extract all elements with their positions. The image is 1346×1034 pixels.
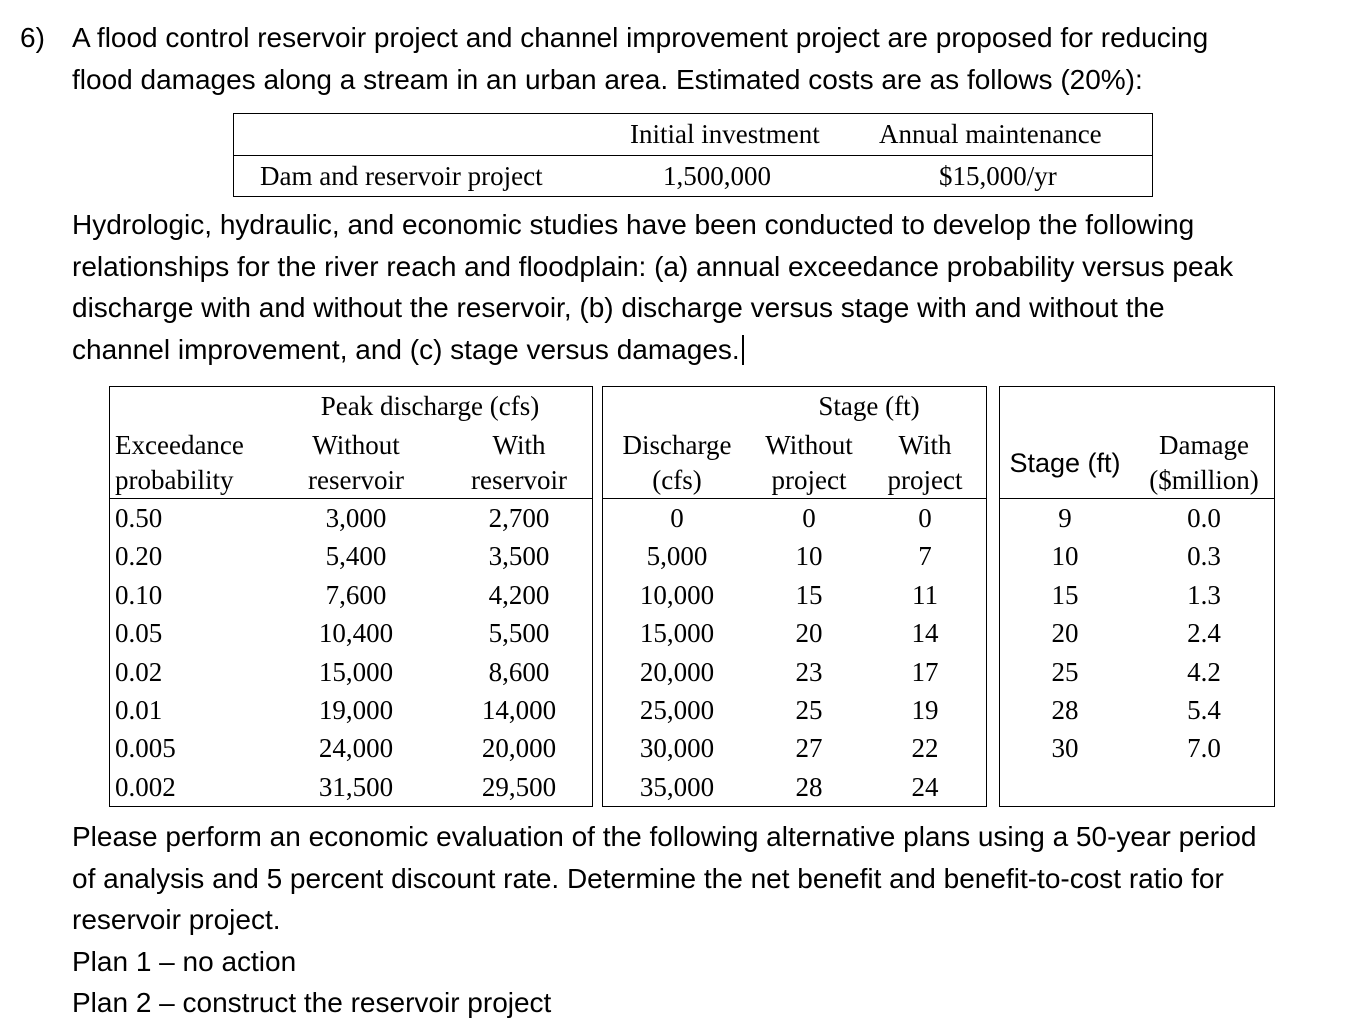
stage-cell-without-project: 15 [795,579,823,610]
closing-line: reservoir project. [72,904,281,935]
discharge-cell-probability: 0.02 [115,656,163,687]
damage-cell-damage: 2.4 [1187,618,1221,649]
closing-paragraph [72,816,1256,1024]
header-reservoir: reservoir [471,465,567,495]
header-exceedance: Exceedance [115,430,244,460]
middle-line: Hydrologic, hydraulic, and economic studies have been conducted to develop the following [72,209,1195,240]
header-damage: Damage [1159,430,1249,460]
intro-line: A flood control reservoir project and channel improvement project are proposed for reducing [72,22,1209,53]
stage-cell-without-project: 20 [795,618,823,649]
discharge-cell-without-reservoir: 3,000 [325,503,387,533]
header-with: With [492,430,546,460]
stage-cell-with-project: 24 [911,771,939,802]
header-without: Without [765,430,853,460]
stage-cell-discharge: 15,000 [639,618,715,649]
stage-cell-without-project: 23 [795,656,823,687]
discharge-cell-probability: 0.01 [115,695,163,725]
stage-cell-discharge: 35,000 [639,771,715,802]
cost-header-annual: Annual maintenance [879,119,1102,149]
discharge-cell-with-reservoir: 3,500 [488,541,550,572]
header-without: Without [312,430,400,460]
plan-1: Plan 1 – no action [72,945,297,977]
discharge-cell-with-reservoir: 14,000 [481,695,557,725]
header-stage: Stage (ft) [1009,448,1121,478]
discharge-cell-without-reservoir: 10,400 [318,618,394,649]
damage-cell-stage: 30 [1051,733,1079,764]
stage-cell-discharge: 10,000 [639,579,715,610]
stage-cell-with-project: 0 [918,503,932,533]
text-cursor [742,335,744,365]
stage-cell-discharge: 25,000 [639,695,715,725]
stage-cell-without-project: 10 [795,541,823,572]
middle-line: channel improvement, and (c) stage versus damages. [72,333,740,365]
header-project: project [887,465,963,495]
discharge-cell-with-reservoir: 29,500 [481,771,557,802]
discharge-cell-with-reservoir: 4,200 [488,579,550,610]
discharge-cell-with-reservoir: 2,700 [488,503,550,533]
discharge-cell-probability: 0.20 [115,541,163,572]
discharge-cell-without-reservoir: 15,000 [318,656,394,687]
stage-cell-discharge: 0 [670,503,684,533]
header-reservoir: reservoir [308,465,404,495]
intro-line: flood damages along a stream in an urban area. Estimated costs are as follows (20%): [72,63,1143,95]
damage-cell-damage: 5.4 [1187,695,1221,725]
cost-row-label: Dam and reservoir project [260,161,543,191]
header-project: project [771,465,847,495]
stage-cell-with-project: 19 [911,695,939,725]
damage-cell-stage: 15 [1051,579,1079,610]
stage-cell-without-project: 25 [795,695,823,725]
discharge-cell-probability: 0.10 [115,579,163,610]
damage-cell-stage: 20 [1051,618,1079,649]
closing-line: Please perform an economic evaluation of the following alternative plans using a 50-year period [72,821,1257,852]
damage-cell-damage: 0.3 [1187,541,1221,572]
cost-header-initial: Initial investment [630,119,820,149]
discharge-cell-probability: 0.05 [115,618,163,649]
middle-paragraph [72,204,1233,370]
stage-group-header: Stage (ft) [818,391,920,421]
discharge-cell-without-reservoir: 5,400 [325,541,387,572]
stage-cell-discharge: 20,000 [639,656,715,687]
discharge-cell-with-reservoir: 5,500 [488,618,550,649]
header-with: With [898,430,952,460]
stage-cell-discharge: 5,000 [646,541,708,572]
closing-line: of analysis and 5 percent discount rate. Determine the net benefit and benefit-to-cost ratio for [72,862,1224,894]
damage-cell-damage: 0.0 [1187,503,1221,533]
damage-cell-damage: 4.2 [1187,656,1221,687]
discharge-cell-probability: 0.50 [115,503,163,533]
discharge-group-header: Peak discharge (cfs) [320,391,540,421]
header-probability: probability [115,465,234,495]
stage-cell-with-project: 14 [911,618,939,649]
header-discharge: Discharge [622,430,732,460]
cost-table [233,113,1153,197]
header-cfs: (cfs) [652,465,702,495]
discharge-cell-without-reservoir: 19,000 [318,695,394,725]
damage-cell-damage: 1.3 [1187,579,1221,610]
stage-cell-with-project: 11 [912,579,938,610]
cost-initial-value: 1,500,000 [663,161,771,191]
plan-2: Plan 2 – construct the reservoir project [72,987,552,1018]
stage-cell-without-project: 28 [795,771,823,802]
damage-cell-stage: 28 [1051,695,1079,725]
cost-annual-value: $15,000/yr [939,161,1057,191]
discharge-cell-without-reservoir: 31,500 [318,771,394,802]
stage-cell-with-project: 7 [918,541,932,572]
middle-line-last [72,329,1233,371]
stage-cell-with-project: 22 [911,733,939,764]
damage-cell-damage: 7.0 [1187,733,1221,764]
stage-cell-without-project: 0 [802,503,816,533]
stage-cell-without-project: 27 [795,733,823,764]
discharge-cell-without-reservoir: 24,000 [318,733,394,764]
damage-cell-stage: 9 [1058,503,1072,533]
intro-paragraph [72,17,1208,100]
discharge-cell-probability: 0.005 [115,733,176,764]
problem-number: 6) [20,22,45,53]
damage-cell-stage: 25 [1051,656,1079,687]
discharge-cell-with-reservoir: 20,000 [481,733,557,764]
discharge-cell-without-reservoir: 7,600 [325,579,387,610]
stage-cell-discharge: 30,000 [639,733,715,764]
damage-cell-stage: 10 [1051,541,1079,572]
middle-line: relationships for the river reach and floodplain: (a) annual exceedance probability versus peak [72,250,1234,282]
discharge-cell-with-reservoir: 8,600 [488,656,550,687]
discharge-cell-probability: 0.002 [115,771,176,802]
header-million: ($million) [1149,465,1259,495]
middle-line: discharge with and without the reservoir, (b) discharge versus stage with and without the [72,292,1165,323]
stage-cell-with-project: 17 [911,656,939,687]
